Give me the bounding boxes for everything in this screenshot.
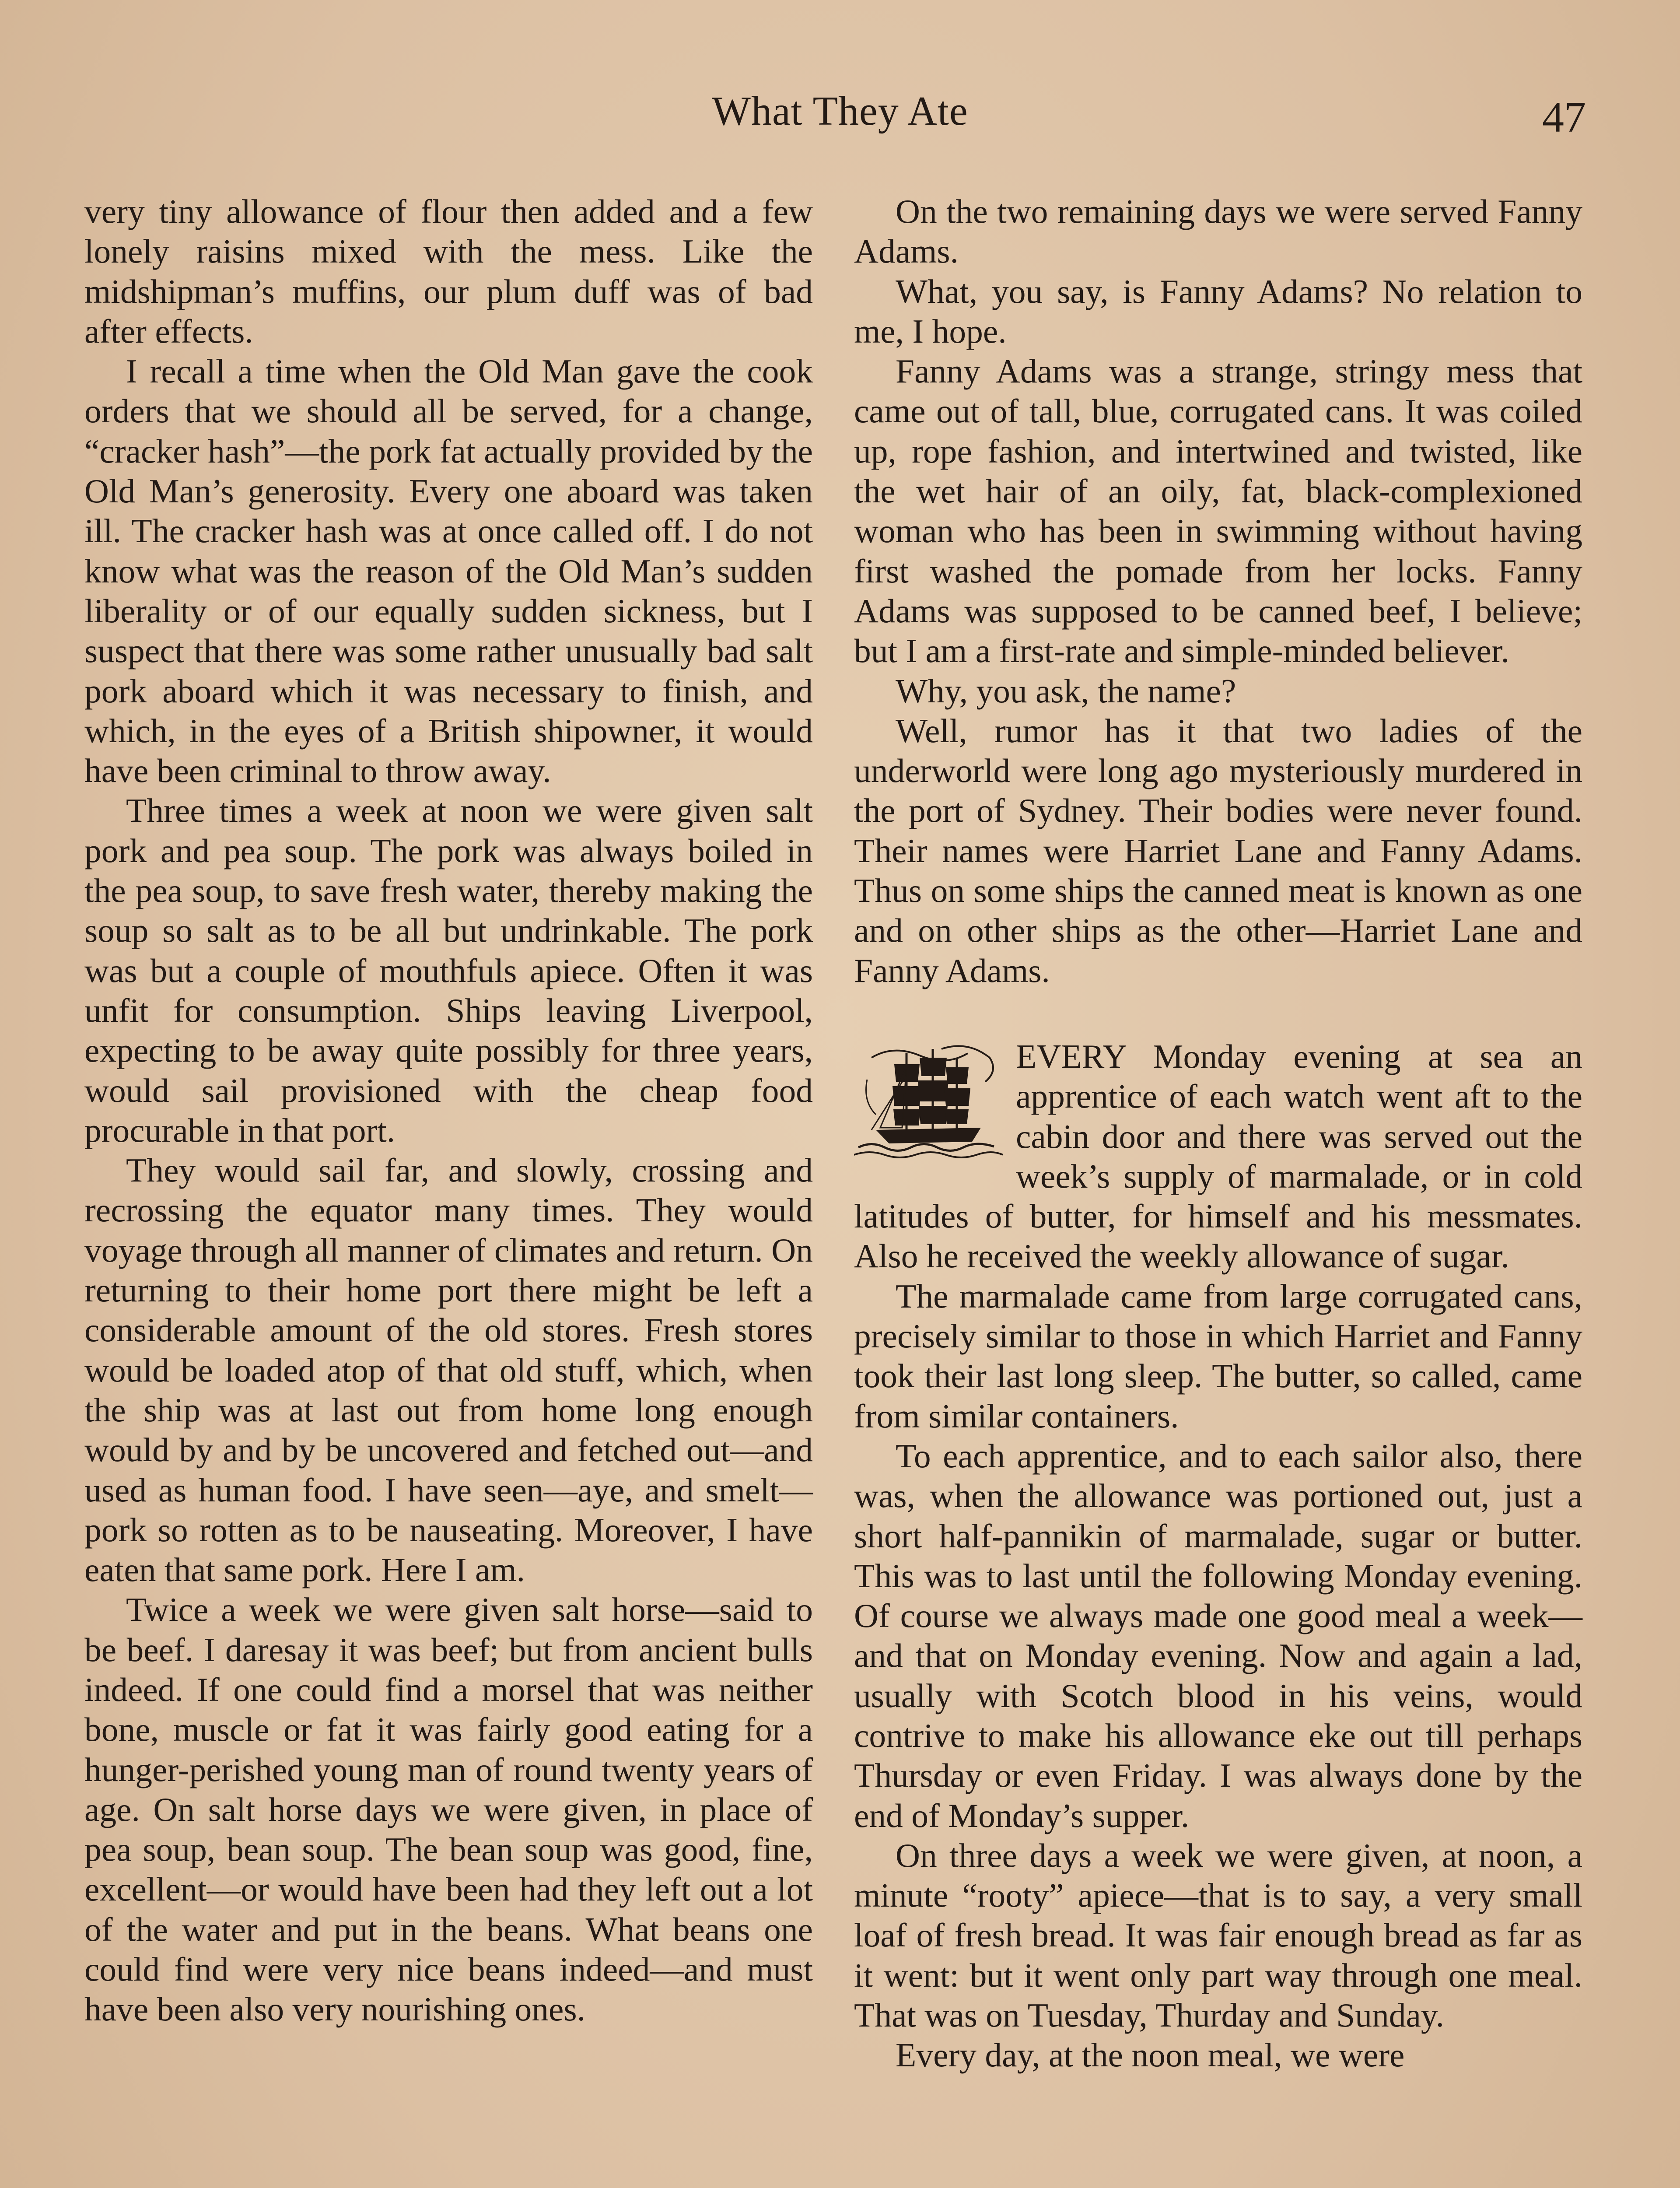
paragraph: EVERY Monday evening at sea an apprentice of each watch went aft to the cabin door and there was served out the week’s supply of marmalade, or in cold latitudes of butter, for himself and his messmates. Also he received the weekly allowance of sugar. bbox=[854, 1037, 1582, 1275]
left-column bbox=[84, 192, 813, 2030]
paragraph: On the two remaining days we were served Fanny Adams. bbox=[854, 193, 1582, 270]
paragraph: I recall a time when the Old Man gave the cook orders that we should all be served, for a change, “cracker hash”—the pork fat actually provided by the Old Man’s generosity. Every one aboard was taken ill. The cracker hash was at once called off. I do not know what was the reason of the Old Man’s sudden liberality or of our equally sudden sickness, but I suspect that there was some rather unusually bad salt pork aboard which it was necessary to finish, and which, in the eyes of a British shipowner, it would have been criminal to throw away. bbox=[84, 352, 813, 790]
section-break bbox=[854, 991, 1582, 1037]
paragraph: They would sail far, and slowly, crossing and recrossing the equator many times. They would voyage through all manner of climates and return. On returning to their home port there might be left a considerable amount of the old stores. Fresh stores would be loaded atop of that old stuff, which, when the ship was at last out from home long enough would by and by be uncovered and fetched out—and used as human food. I have seen—aye, and smelt—pork so rotten as to be nauseating. Moreover, I have eaten that same pork. Here I am. bbox=[84, 1151, 813, 1589]
running-title: What They Ate bbox=[712, 88, 968, 134]
paragraph: Well, rumor has it that two ladies of the underworld were long ago mysteriously murdered in the port of Sydney. Their bodies were never found. Their names were Harriet Lane and Fanny Adams. Thus on some ships the canned meat is known as one and on other ships as the other—Harriet Lane and Fanny Adams. bbox=[854, 712, 1582, 989]
paragraph: To each apprentice, and to each sailor also, there was, when the allowance was portioned out, just a short half-pannikin of marmalade, sugar or butter. This was to last until the following Monday evening. Of course we always made one good meal a week—and that on Monday evening. Now and again a lad, usually with Scotch blood in his veins, would contrive to make his allowance eke out till perhaps Thursday or even Friday. I was always done by the end of Monday’s supper. bbox=[854, 1437, 1582, 1834]
paragraph: Twice a week we were given salt horse—said to be beef. I daresay it was beef; but from ancient bulls indeed. If one could find a morsel that was neither bone, muscle or fat it was fairly good eating for a hunger-perished young man of round twenty years of age. On salt horse days we were given, in place of pea soup, bean soup. The bean soup was good, fine, excellent—or would have been had they left out a lot of the water and put in the beans. What beans one could find were very nice beans indeed—and must have been also very nourishing ones. bbox=[84, 1591, 813, 2028]
paragraph: Fanny Adams was a strange, stringy mess that came out of tall, blue, corrugated cans. It was coiled up, rope fashion, and intertwined and twisted, like the wet hair of an oily, fat, black-complexioned woman who has been in swimming without having first washed the pomade from her locks. Fanny Adams was supposed to be canned beef, I believe; but I am a first-rate and simple-minded believer. bbox=[854, 352, 1582, 670]
right-column bbox=[854, 192, 1582, 2076]
paragraph: Why, you ask, the name? bbox=[896, 672, 1236, 710]
paragraph: On three days a week we were given, at noon, a minute “rooty” apiece—that is to say, a very small loaf of fresh bread. It was fair enough bread as far as it went: but it went only part way through one meal. That was on Tuesday, Thurday and Sunday. bbox=[854, 1836, 1582, 2034]
running-head bbox=[0, 88, 1680, 140]
paragraph: The marmalade came from large corrugated cans, precisely similar to those in which Harriet and Fanny took their last long sleep. The butter, so called, came from similar containers. bbox=[854, 1277, 1582, 1435]
paragraph: What, you say, is Fanny Adams? No relation to me, I hope. bbox=[854, 272, 1582, 350]
paragraph: very tiny allowance of flour then added and a few lonely raisins mixed with the mess. Like the midshipman’s muffins, our plum duff was of bad after effects. bbox=[84, 193, 813, 350]
paragraph: Three times a week at noon we were given salt pork and pea soup. The pork was always boiled in the pea soup, to save fresh water, thereby making the soup so salt as to be all but undrinkable. The pork was but a couple of mouthfuls apiece. Often it was unfit for consumption. Ships leaving Liverpool, expecting to be away quite possibly for three years, would sail provisioned with the cheap food procurable in that port. bbox=[84, 792, 813, 1149]
paragraph: Every day, at the noon meal, we were bbox=[896, 2036, 1405, 2074]
page-number: 47 bbox=[1542, 93, 1586, 141]
sailing-ship-icon bbox=[854, 1040, 1003, 1161]
